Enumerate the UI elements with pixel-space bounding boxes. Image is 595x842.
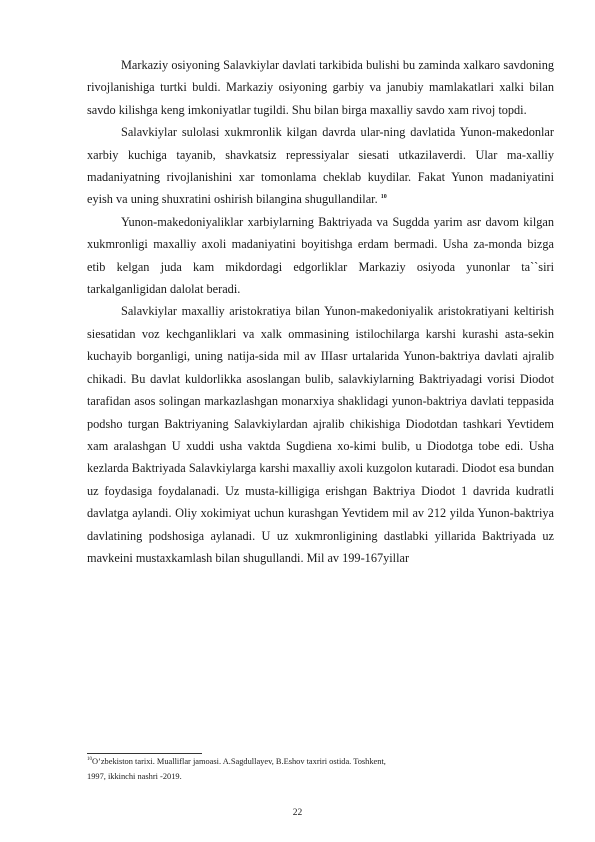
body-text	[87, 54, 554, 569]
footnote-reference[interactable]: 10	[380, 194, 387, 201]
footnote-text-line-1: O’zbekiston tarixi. Mualliflar jamoasi. A.Sagdullayev, B.Eshov taxriri ostida. Toshkent,	[92, 757, 386, 766]
footnote-line-1	[87, 755, 557, 770]
paragraph-4	[87, 300, 554, 569]
footnote-separator	[87, 753, 202, 754]
paragraph-1-text: Markaziy osiyoning Salavkiylar davlati tarkibida bulishi bu zaminda xalkaro savdoning rivojlanishiga turtki buldi. Markaziy osiyoning garbiy va janubiy mamlakatlari xalki bilan savdo kilishga keng imkoniyatlar tugildi. Shu bilan birga maxalliy savdo xam rivoj topdi.	[87, 58, 554, 117]
paragraph-2-text: Salavkiylar sulolasi xukmronlik kilgan davrda ular-ning davlatida Yunon-makedonlar xarbiy kuchiga tayanib, shavkatsiz repressiyalar siesati utkazilaverdi. Ular ma-xalliy madaniyatning rivojlanishini xar tomonlama cheklab kuydilar. Fakat Yunon madaniyatini eyish va uning shuxratini oshirish bilangina shugullandilar.	[87, 125, 554, 207]
footnote	[87, 755, 557, 784]
footnote-text-line-2: 1997, ikkinchi nashri -2019.	[87, 771, 182, 781]
paragraph-4-text: Salavkiylar maxalliy aristokratiya bilan Yunon-makedoniyalik aristokratiyani keltirish siesatidan voz kechganliklari va xalk ommasining istilochilarga karshi kurashi asta-sekin kuchayib borganligi, uning natija-sida mil av IIIasr urtalarida Yunon-baktriya davlati ajralib chikadi. Bu davlat kuldorlikka asoslangan bulib, salavkiylarning Baktriyadagi vorisi Diodot tarafidan asos solingan markazlashgan monarxiya shaklidagi yunon-baktriya davlati teppasida podsho turgan Baktriyaning Salavkiylardan ajralib chikishiga Diodotdan tashkari Yevtidem xam aralashgan U xuddi usha vaktda Sugdiena xo-kimi bulib, u Diodotga tobe edi. Usha kezlarda Baktriyada Salavkiylarga karshi maxalliy axoli kuzgolon kutaradi. Diodot esa bundan uz foydasiga foydalanadi. Uz musta-killigiga erishgan Baktriya Diodot 1 davrida kudratli davlatga aylandi. Oliy xokimiyat uchun kurashgan Yevtidem mil av 212 yilda Yunon-baktriya davlatining podshosiga aylanadi. U uz xukmronligining dastlabki yillarida Baktriyada uz mavkeini mustaxkamlash bilan shugullandi. Mil av 199-167yillar	[87, 304, 554, 565]
page-number: 22	[292, 808, 303, 818]
paragraph-1	[87, 54, 554, 121]
paragraph-3	[87, 211, 554, 301]
footnote-number: 10	[87, 757, 92, 763]
paragraph-2	[87, 121, 554, 211]
paragraph-3-text: Yunon-makedoniyaliklar xarbiylarning Baktriyada va Sugdda yarim asr davom kilgan xukmronligi maxalliy axoli madaniyatini boyitishga erdam bermadi. Usha za-monda bizga etib kelgan juda kam mikdordagi edgorliklar Markaziy osiyoda yunonlar ta``siri tarkalganligidan dalolat beradi.	[87, 214, 554, 297]
